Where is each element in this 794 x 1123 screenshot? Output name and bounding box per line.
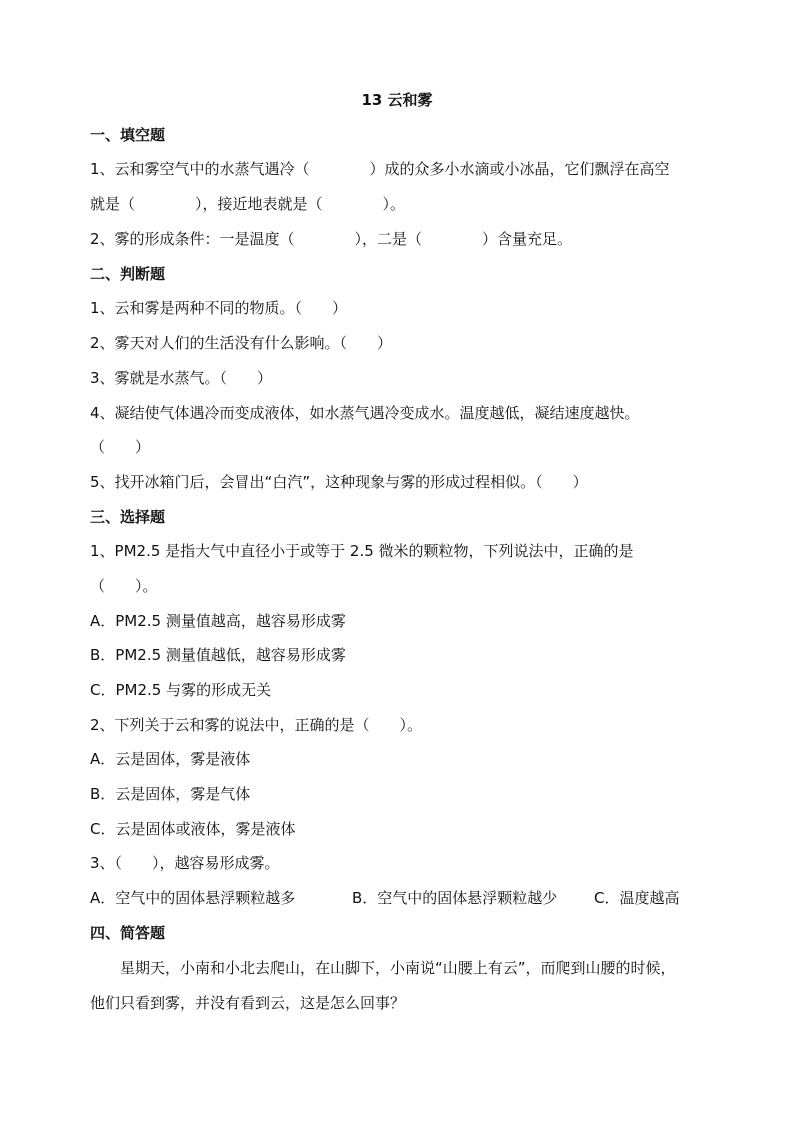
section-heading-fill-blank: 一、填空题 <box>90 126 166 144</box>
fill-blank-q1-line2: 就是（ ），接近地表就是（ ）。 <box>90 195 406 213</box>
choice-q2-option-a: A．云是固体，雾是液体 <box>90 750 251 768</box>
choice-q3-option-c: C．温度越高 <box>594 889 680 907</box>
choice-q3-option-b: B．空气中的固体悬浮颗粒越少 <box>352 889 558 907</box>
section-heading-multiple-choice: 三、选择题 <box>90 508 166 526</box>
true-false-q1: 1、云和雾是两种不同的物质。（ ） <box>90 299 348 317</box>
choice-q1-line1: 1、PM2.5 是指大气中直径小于或等于 2.5 微米的颗粒物，下列说法中，正确的是 <box>90 542 634 560</box>
choice-q1-line2: （ ）。 <box>90 577 158 595</box>
choice-q1-option-c: C．PM2.5 与雾的形成无关 <box>90 681 272 699</box>
choice-q3: 3、（ ），越容易形成雾。 <box>90 854 280 872</box>
page-title: 13 云和雾 <box>361 91 433 109</box>
short-answer-line1: 星期天，小南和小北去爬山，在山脚下，小南说“山腰上有云”，而爬到山腰的时候， <box>120 959 676 977</box>
true-false-q4-line2: （ ） <box>90 438 151 456</box>
choice-q2: 2、下列关于云和雾的说法中，正确的是（ ）。 <box>90 716 423 734</box>
choice-q3-option-a: A．空气中的固体悬浮颗粒越多 <box>90 889 296 907</box>
section-heading-true-false: 二、判断题 <box>90 265 166 283</box>
true-false-q4-line1: 4、凝结使气体遇冷而变成液体，如水蒸气遇冷变成水。温度越低，凝结速度越快。 <box>90 404 640 422</box>
section-heading-short-answer: 四、简答题 <box>90 924 166 942</box>
true-false-q3: 3、雾就是水蒸气。（ ） <box>90 369 273 387</box>
choice-q1-option-a: A．PM2.5 测量值越高，越容易形成雾 <box>90 612 346 630</box>
choice-q2-option-b: B．云是固体，雾是气体 <box>90 785 251 803</box>
choice-q1-option-b: B．PM2.5 测量值越低，越容易形成雾 <box>90 646 346 664</box>
fill-blank-q2: 2、雾的形成条件：一是温度（ ），二是（ ）含量充足。 <box>90 230 573 248</box>
fill-blank-q1-line1: 1、云和雾空气中的水蒸气遇冷（ ）成的众多小水滴或小冰晶，它们飘浮在高空 <box>90 160 670 178</box>
true-false-q2: 2、雾天对人们的生活没有什么影响。（ ） <box>90 334 393 352</box>
true-false-q5: 5、找开冰箱门后，会冒出“白汽”，这种现象与雾的形成过程相似。（ ） <box>90 473 588 491</box>
choice-q2-option-c: C．云是固体或液体，雾是液体 <box>90 820 296 838</box>
short-answer-line2: 他们只看到雾，并没有看到云，这是怎么回事？ <box>90 994 406 1012</box>
